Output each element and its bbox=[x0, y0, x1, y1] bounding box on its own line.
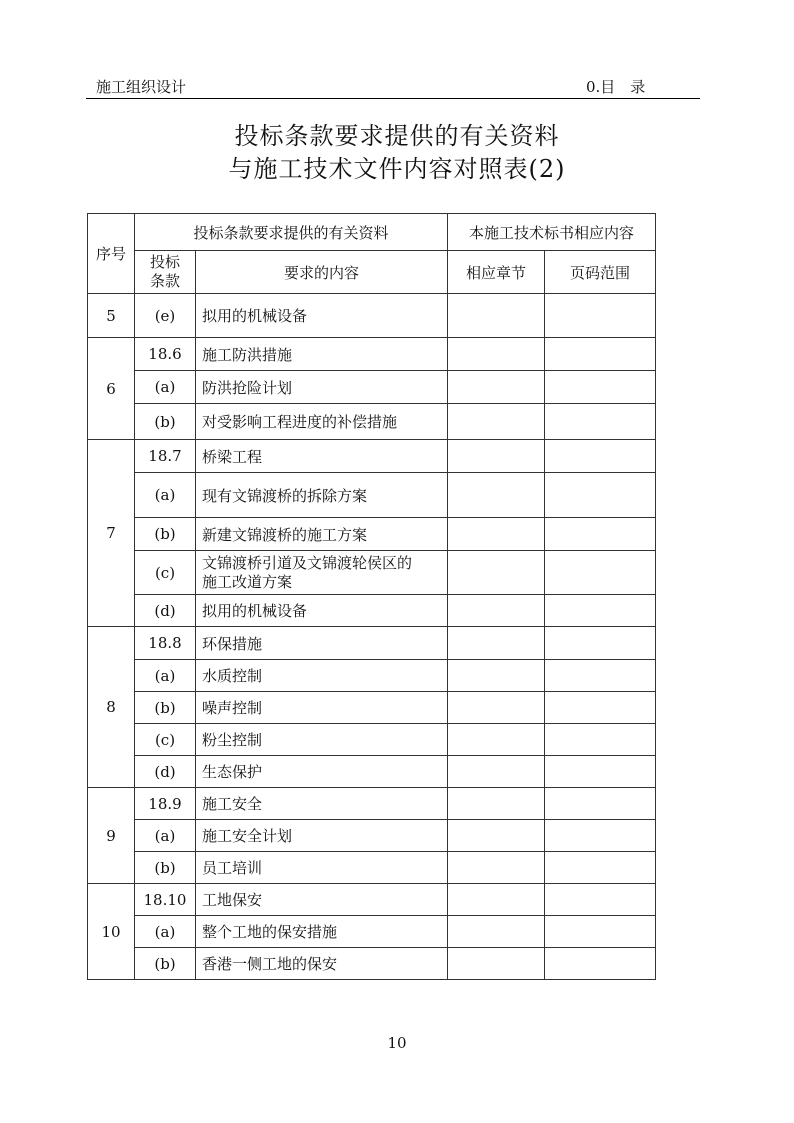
header-content: 要求的内容 bbox=[196, 251, 448, 294]
cell-chapter bbox=[448, 948, 545, 980]
cell-chapter bbox=[448, 660, 545, 692]
header-group-response: 本施工技术标书相应内容 bbox=[448, 214, 656, 251]
cell-content: 对受影响工程进度的补偿措施 bbox=[196, 404, 448, 440]
table-row bbox=[88, 518, 656, 551]
cell-clause: (b) bbox=[135, 518, 196, 551]
table-row bbox=[88, 948, 656, 980]
cell-chapter bbox=[448, 788, 545, 820]
table-row bbox=[88, 724, 656, 756]
cell-pages bbox=[545, 948, 656, 980]
cell-pages bbox=[545, 724, 656, 756]
cell-chapter bbox=[448, 595, 545, 627]
cell-clause: 18.10 bbox=[135, 884, 196, 916]
cell-seq: 7 bbox=[88, 440, 135, 627]
table-row bbox=[88, 660, 656, 692]
cell-content: 现有文锦渡桥的拆除方案 bbox=[196, 473, 448, 518]
cell-chapter bbox=[448, 692, 545, 724]
cell-content-line-1: 文锦渡桥引道及文锦渡轮侯区的 bbox=[202, 553, 413, 572]
cell-content: 新建文锦渡桥的施工方案 bbox=[196, 518, 448, 551]
cell-pages bbox=[545, 338, 656, 371]
header-pages: 页码范围 bbox=[545, 251, 656, 294]
cell-clause: 18.8 bbox=[135, 627, 196, 660]
comparison-table bbox=[87, 213, 656, 980]
cell-chapter bbox=[448, 338, 545, 371]
cell-clause: (e) bbox=[135, 294, 196, 338]
header-group-requirements: 投标条款要求提供的有关资料 bbox=[135, 214, 448, 251]
cell-content: 整个工地的保安措施 bbox=[196, 916, 448, 948]
cell-pages bbox=[545, 294, 656, 338]
table-row bbox=[88, 756, 656, 788]
cell-clause: (a) bbox=[135, 820, 196, 852]
cell-seq: 5 bbox=[88, 294, 135, 338]
cell-content bbox=[196, 551, 448, 595]
cell-content: 粉尘控制 bbox=[196, 724, 448, 756]
cell-content: 施工防洪措施 bbox=[196, 338, 448, 371]
cell-content: 防洪抢险计划 bbox=[196, 371, 448, 404]
cell-seq: 9 bbox=[88, 788, 135, 884]
table-row bbox=[88, 440, 656, 473]
cell-clause: 18.7 bbox=[135, 440, 196, 473]
header-chapter: 相应章节 bbox=[448, 251, 545, 294]
table-row bbox=[88, 884, 656, 916]
table-row bbox=[88, 595, 656, 627]
header-rule bbox=[86, 98, 700, 99]
cell-pages bbox=[545, 756, 656, 788]
cell-content: 环保措施 bbox=[196, 627, 448, 660]
table-row bbox=[88, 788, 656, 820]
cell-seq: 10 bbox=[88, 884, 135, 980]
table-row bbox=[88, 627, 656, 660]
cell-pages bbox=[545, 595, 656, 627]
cell-pages bbox=[545, 440, 656, 473]
cell-content: 噪声控制 bbox=[196, 692, 448, 724]
header-doc-title: 施工组织设计 bbox=[96, 78, 187, 96]
cell-chapter bbox=[448, 473, 545, 518]
cell-pages bbox=[545, 627, 656, 660]
cell-clause: (c) bbox=[135, 551, 196, 595]
table-row bbox=[88, 551, 656, 595]
cell-pages bbox=[545, 884, 656, 916]
cell-pages bbox=[545, 916, 656, 948]
cell-content: 拟用的机械设备 bbox=[196, 294, 448, 338]
cell-content-line-2: 施工改道方案 bbox=[202, 572, 293, 591]
table-header-row-1 bbox=[88, 214, 656, 251]
cell-clause: (b) bbox=[135, 852, 196, 884]
cell-pages bbox=[545, 518, 656, 551]
cell-clause: (c) bbox=[135, 724, 196, 756]
cell-clause: (d) bbox=[135, 595, 196, 627]
cell-chapter bbox=[448, 884, 545, 916]
cell-content: 香港一侧工地的保安 bbox=[196, 948, 448, 980]
cell-content: 生态保护 bbox=[196, 756, 448, 788]
cell-chapter bbox=[448, 404, 545, 440]
page-title-line-1: 投标条款要求提供的有关资料 bbox=[234, 122, 560, 150]
cell-chapter bbox=[448, 440, 545, 473]
cell-chapter bbox=[448, 518, 545, 551]
cell-content: 施工安全 bbox=[196, 788, 448, 820]
table-row bbox=[88, 294, 656, 338]
cell-clause: (a) bbox=[135, 660, 196, 692]
table-row bbox=[88, 916, 656, 948]
cell-pages bbox=[545, 404, 656, 440]
header-clause-line-1: 投标 bbox=[149, 253, 180, 271]
cell-pages bbox=[545, 473, 656, 518]
table-row bbox=[88, 404, 656, 440]
cell-pages bbox=[545, 551, 656, 595]
cell-chapter bbox=[448, 551, 545, 595]
table-row bbox=[88, 371, 656, 404]
cell-content: 员工培训 bbox=[196, 852, 448, 884]
cell-clause: (a) bbox=[135, 916, 196, 948]
page-title-line-2: 与施工技术文件内容对照表(2) bbox=[228, 155, 566, 183]
cell-seq: 8 bbox=[88, 627, 135, 788]
table-row bbox=[88, 338, 656, 371]
cell-clause: (a) bbox=[135, 473, 196, 518]
table-row bbox=[88, 852, 656, 884]
cell-content: 施工安全计划 bbox=[196, 820, 448, 852]
cell-clause: (b) bbox=[135, 692, 196, 724]
table-header-row-2 bbox=[88, 251, 656, 294]
cell-chapter bbox=[448, 820, 545, 852]
cell-pages bbox=[545, 852, 656, 884]
table-row bbox=[88, 473, 656, 518]
cell-seq: 6 bbox=[88, 338, 135, 440]
cell-clause: 18.6 bbox=[135, 338, 196, 371]
table-row bbox=[88, 692, 656, 724]
page-number: 10 bbox=[387, 1034, 407, 1052]
table-row bbox=[88, 820, 656, 852]
cell-pages bbox=[545, 692, 656, 724]
header-seq: 序号 bbox=[88, 214, 135, 294]
cell-chapter bbox=[448, 371, 545, 404]
cell-clause: (d) bbox=[135, 756, 196, 788]
cell-pages bbox=[545, 660, 656, 692]
cell-pages bbox=[545, 820, 656, 852]
header-clause bbox=[135, 251, 196, 294]
cell-chapter bbox=[448, 852, 545, 884]
cell-pages bbox=[545, 371, 656, 404]
comparison-table-body bbox=[88, 214, 656, 980]
cell-content: 水质控制 bbox=[196, 660, 448, 692]
cell-content: 桥梁工程 bbox=[196, 440, 448, 473]
cell-clause: (b) bbox=[135, 404, 196, 440]
cell-chapter bbox=[448, 756, 545, 788]
cell-chapter bbox=[448, 916, 545, 948]
header-clause-line-2: 条款 bbox=[149, 272, 180, 290]
cell-content: 工地保安 bbox=[196, 884, 448, 916]
cell-clause: (b) bbox=[135, 948, 196, 980]
cell-chapter bbox=[448, 294, 545, 338]
header-section-title: 0.目 录 bbox=[586, 78, 646, 96]
cell-chapter bbox=[448, 627, 545, 660]
cell-clause: 18.9 bbox=[135, 788, 196, 820]
cell-pages bbox=[545, 788, 656, 820]
cell-clause: (a) bbox=[135, 371, 196, 404]
cell-content: 拟用的机械设备 bbox=[196, 595, 448, 627]
cell-chapter bbox=[448, 724, 545, 756]
